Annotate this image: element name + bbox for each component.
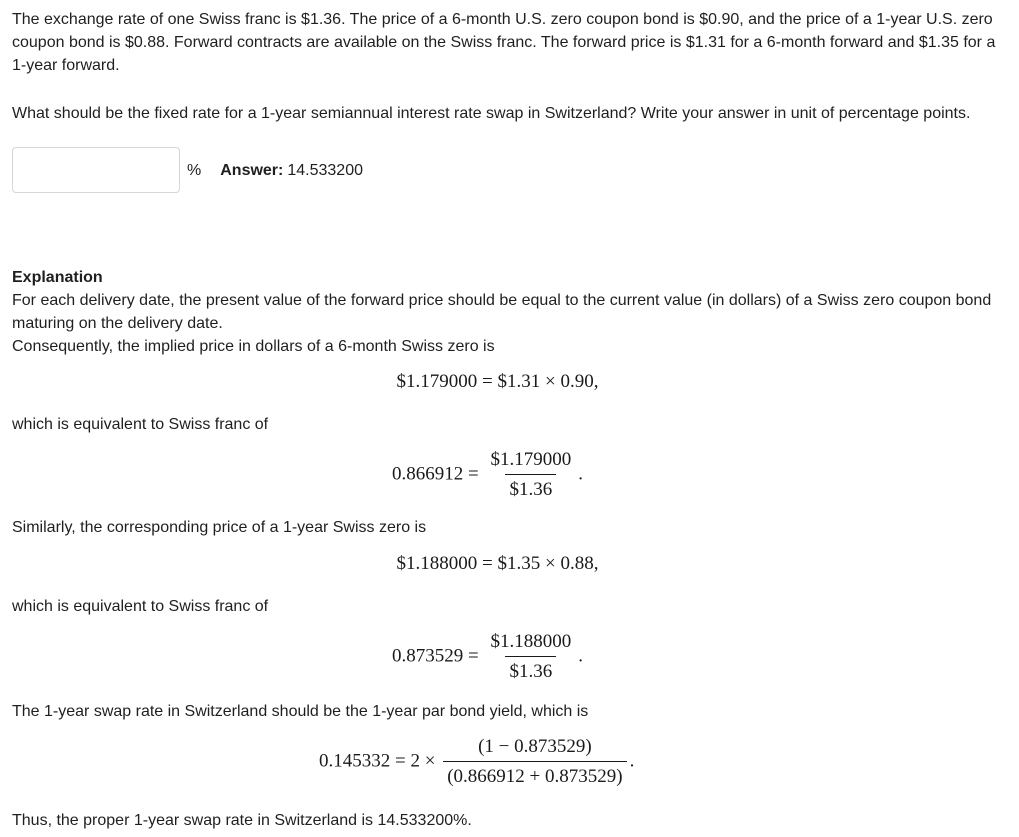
- explanation-paragraph-1: For each delivery date, the present value of the forward price should be equal to the current value (in dollars) of a Swiss zero coupon bond maturing on the delivery date.: [12, 292, 992, 332]
- equation-5-fraction: [443, 735, 626, 789]
- answer-row: [12, 146, 1007, 194]
- explanation-paragraph-2: Consequently, the implied price in dollars of a 6-month Swiss zero is: [12, 338, 495, 355]
- equation-4: [392, 630, 583, 684]
- equation-5-denominator: (0.866912 + 0.873529): [443, 761, 626, 789]
- explanation-paragraph-6: The 1-year swap rate in Switzerland should be the 1-year par bond yield, which is: [12, 703, 589, 720]
- equation-5: [319, 735, 634, 789]
- problem-text: The exchange rate of one Swiss franc is $1.36. The price of a 6-month U.S. zero coupon bond is $0.90, and the price of a 1-year U.S. zero coupon bond is $0.88. Forward contracts are available on the Swiss franc. The forward price is $1.31 for a 6-month forward and $1.35 for a 1-year forward.: [12, 11, 996, 74]
- equation-3: [0, 552, 995, 575]
- explanation-title: Explanation: [12, 269, 103, 286]
- explanation-conclusion: Thus, the proper 1-year swap rate in Switzerland is 14.533200%.: [12, 812, 472, 829]
- answer-value: 14.533200: [287, 161, 363, 179]
- explanation-paragraph-4: Similarly, the corresponding price of a 1-year Swiss zero is: [12, 519, 427, 536]
- equation-4-lhs: 0.873529 =: [392, 645, 479, 667]
- answer-label: Answer:: [220, 161, 284, 179]
- equation-3-text: $1.188000 = $1.35 × 0.88,: [396, 553, 599, 574]
- equation-4-period: .: [578, 645, 583, 667]
- equation-5-numerator: (1 − 0.873529): [478, 736, 592, 757]
- equation-1-text: $1.179000 = $1.31 × 0.90,: [396, 371, 599, 392]
- explanation-paragraph-3: which is equivalent to Swiss franc of: [12, 416, 269, 433]
- equation-2-denominator: $1.36: [505, 474, 556, 502]
- explanation-paragraph-5: which is equivalent to Swiss franc of: [12, 598, 269, 615]
- equation-5-lhs: 0.145332 = 2 ×: [319, 750, 436, 772]
- percent-unit-label: %: [187, 161, 202, 179]
- equation-2-period: .: [578, 463, 583, 485]
- equation-2-lhs: 0.866912 =: [392, 463, 479, 485]
- question-text: What should be the fixed rate for a 1-year semiannual interest rate swap in Switzerland? Write your answer in unit of percentage points.: [12, 105, 971, 122]
- equation-4-fraction: [486, 630, 575, 684]
- equation-4-numerator: $1.188000: [490, 631, 572, 652]
- equation-4-denominator: $1.36: [505, 656, 556, 684]
- equation-1: [0, 370, 995, 393]
- equation-2-fraction: [486, 448, 575, 502]
- equation-2-numerator: $1.179000: [490, 449, 572, 470]
- equation-5-period: .: [629, 750, 635, 772]
- answer-input[interactable]: [12, 147, 180, 193]
- equation-2: [392, 448, 583, 502]
